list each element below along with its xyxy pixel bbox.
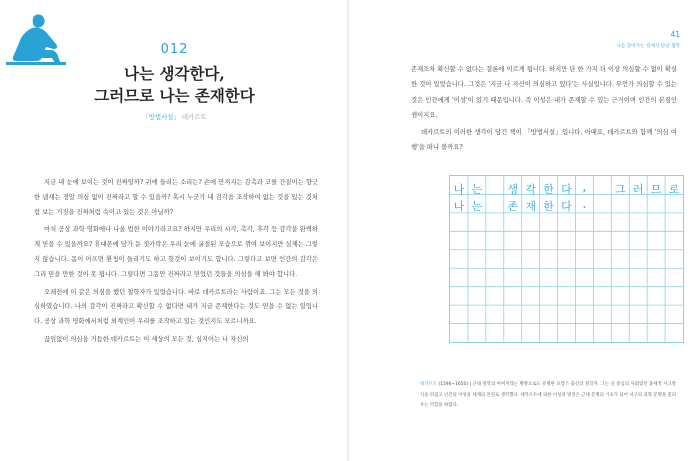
left-body-text (34, 176, 318, 348)
handwritten-char: 다 (561, 183, 572, 196)
title-line-1: 나는 생각한다, (124, 64, 225, 83)
paragraph: 끊임없이 의심을 거듭한 데카르트는 이 세상의 모든 것, 심지어는 나 자신의 (44, 335, 249, 343)
handwritten-char: . (581, 198, 588, 211)
source-book: 「방법서설」 (142, 113, 180, 121)
chapter-number: 012 (160, 42, 189, 57)
handwritten-char: 나 (453, 183, 465, 196)
chapter-title (0, 63, 349, 107)
title-line-2: 그러므로 나는 존재한다 (94, 86, 255, 105)
footnote-text: (1596~1650) | 근대 철학의 아버지라는 별명으로도 유명한 프랑스 출신의 철학자. 그는 신 중심의 사회였던 중세적 사고방식을 뒤집고 인간의 이성을 세계의 본질로 생각했다. 데카르트에 의한 이성의 발견은 근대 문명의 기초가 되어 서구의 과학 문명을 꽃피우는 역할을 하였다. (420, 382, 676, 408)
handwritten-char: 나 (453, 200, 465, 213)
handwritten-char: 는 (471, 200, 483, 213)
right-page (351, 0, 700, 461)
paragraph: 오래전에 이 같은 의심을 했던 철학자가 있었습니다. 바로 데카르트라는 사람이죠. 그는 모든 것을 의심하였습니다. 나의 감각이 진짜라고 확신할 수 없다면 내가 지금 존재한다는 것도 믿을 수 없는 일입니다. 공상 과학 영화에서처럼 외계인이 우리를 조작하고 있는 것인지도 모르니까요. (34, 288, 318, 326)
handwritten-char: 로 (668, 183, 680, 196)
handwritten-char: , (581, 181, 588, 194)
left-page (0, 0, 349, 461)
paragraph: 존재조차 확신할 수 없다는 결론에 이르게 됩니다. 하지만 단 한 가지 더 이상 의심할 수 없이 확실한 것이 있었습니다. 그것은 '지금 나 자신이 의심하고 있다'는 사실입니다. 무언가 의심할 수 있는 것은 인간에게 '이성'이 있기 때문입니다. 즉 이성은 내가 존재할 수 있는 근거이며 인간의 본질인 셈이지요. (411, 66, 677, 119)
sitting-figure-illustration (6, 10, 76, 70)
handwritten-char: 존 (507, 200, 519, 213)
source-author: 데카르트 (181, 113, 207, 121)
footnote-name: 데카르트 (420, 382, 437, 387)
right-body-text (411, 62, 677, 156)
source-citation (0, 112, 349, 121)
paragraph: 마치 공상 과학 영화에나 나올 법한 이야기라고요? 하지만 우리의 시각, 촉각, 후각 등 감각을 완벽하게 믿을 수 있을까요? 휴대폰에 담가 둔 젓가락은 우리 눈에 굴절된 모습으로 꺾여 보이지만 실제는 그렇지 않습니다. 몸이 아프면 환청이 들리기도 하고 헛것이 보이기도 합니다. 그렇다고 보면 인간의 감각은 그리 믿을 만한 것이 못 됩니다. 그렇다면 그동안 진짜라고 믿었던 것들을 의심을 해 봐야 합니다. (34, 226, 318, 278)
handwritten-char: 러 (632, 183, 644, 196)
paragraph: 지금 내 눈에 보이는 것이 진짜일까? 귀에 들리는 소리는? 손에 만져지는 감촉과 코를 간질이는 향긋한 냄새는 정말 의심 없이 진짜라고 할 수 있을까? 혹시 누군가 내 감각을 조작하여 없는 것을 있는 것처럼 보는 거짓을 진짜처럼 속이고 있는 것은 아닐까? (34, 179, 318, 216)
handwritten-char: 각 (525, 183, 536, 196)
handwritten-char: 한 (543, 183, 554, 196)
paragraph: 데카르트의 이러한 생각이 담긴 책이 「방법서설」입니다. 어때요, 데카르트와 함께 '의심 여행'을 떠나 볼까요? (411, 129, 677, 152)
handwritten-char: 다 (561, 200, 572, 213)
handwritten-char: 한 (543, 200, 554, 213)
handwritten-char: 는 (471, 183, 483, 196)
handwritten-char: 생 (507, 183, 519, 196)
running-header: 나를 찾아가는 길에서 만난 철학 (616, 44, 680, 49)
handwritten-char: 그 (614, 183, 626, 196)
handwritten-char: 므 (650, 183, 662, 196)
handwritten-char: 재 (525, 200, 536, 213)
page-number: 41 (670, 30, 680, 39)
footnote (420, 380, 676, 412)
